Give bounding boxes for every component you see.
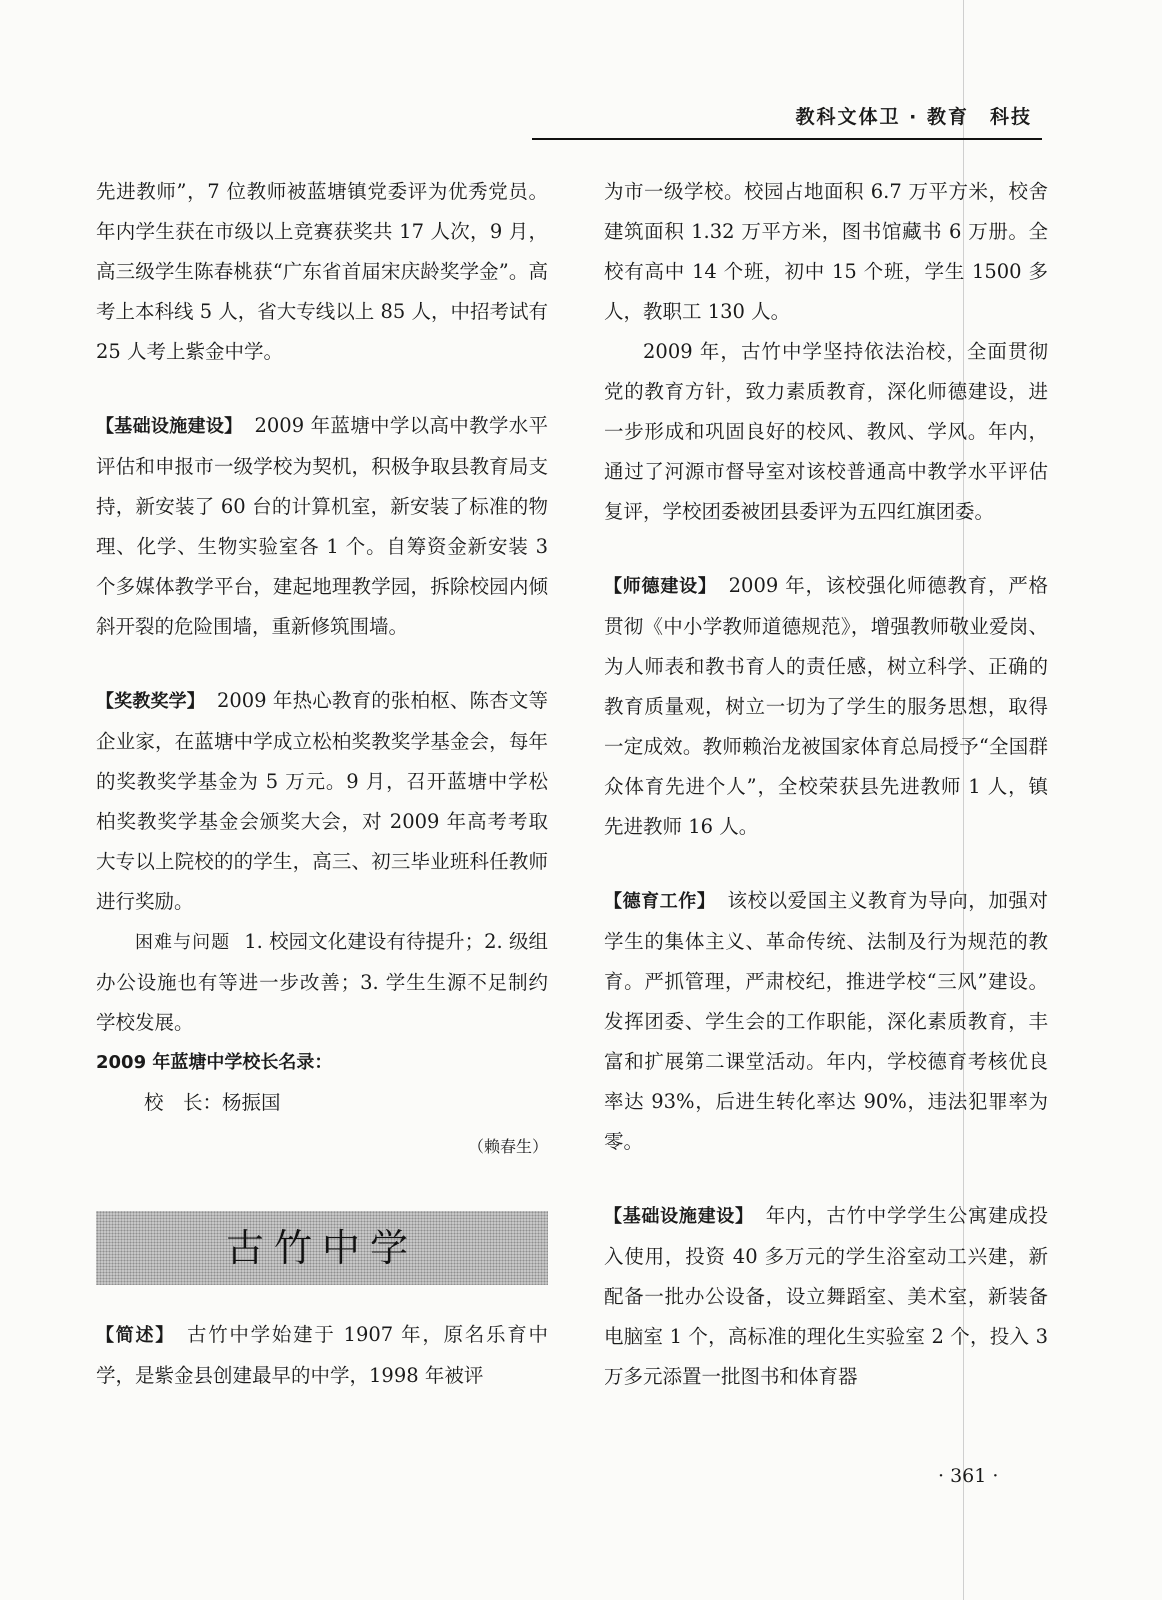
overview-tag: 【简述】 [96, 1325, 175, 1346]
roster-title: 2009 年蓝塘中学校长名录： [96, 1052, 333, 1073]
running-header [532, 96, 1042, 140]
author-credit: （赖春生） [467, 1137, 548, 1156]
banner-title: 古竹中学 [225, 1226, 418, 1270]
right-infrastructure-text: 年内，古竹中学学生公寓建成投入使用，投资 40 多万元的学生浴室动工兴建，新配备一批办公设备，设立舞蹈室、美术室，新装备电脑室 1 个，高标准的理化生实验室 2 个，投入 3 万多元添置一批图书和体育器 [604, 1204, 1048, 1388]
infrastructure-tag: 【基础设施建设】 [96, 416, 243, 437]
left-column [96, 172, 548, 1396]
infrastructure-paragraph [96, 406, 548, 647]
section-title: 教科文体卫 · 教育 科技 [795, 106, 1032, 128]
moral-text: 该校以爱国主义教育为导向，加强对学生的集体主义、革命传统、法制及行为规范的教育。严抓管理，严肃校纪，推进学校“三风”建设。发挥团委、学生会的工作职能，深化素质教育，丰富和扩展第二课堂活动。年内，学校德育考核优良率达 93%，后进生转化率达 90%，违法犯罪率为零。 [604, 889, 1048, 1153]
overview-paragraph [96, 1315, 548, 1396]
overview-text: 古竹中学始建于 1907 年，原名乐育中学，是紫金县创建最早的中学，1998 年被评 [96, 1323, 549, 1387]
problems-label: 困难与问题 [135, 932, 231, 953]
header-rule [532, 138, 1042, 140]
awards-tag: 【奖教奖学】 [96, 691, 205, 712]
overview-continued: 为市一级学校。校园占地面积 6.7 万平方米，校舍建筑面积 1.32 万平方米，图书馆藏书 6 万册。全校有高中 14 个班，初中 15 个班，学生 1500 多人，教职工 130 人。 [604, 180, 1048, 323]
intro-paragraph: 先进教师”，7 位教师被蓝塘镇党委评为优秀党员。年内学生获在市级以上竞赛获奖共 17 人次，9 月，高三级学生陈春桃获“广东省首届宋庆龄奖学金”。高考上本科线 5 人，省大专线以上 85 人，中招考试有 25 人考上紫金中学。 [96, 180, 549, 363]
awards-text: 2009 年热心教育的张柏枢、陈杏文等企业家，在蓝塘中学成立松柏奖教奖学基金会，每年的奖教奖学基金为 5 万元。9 月，召开蓝塘中学松柏奖教奖学基金会颁奖大会，对 2009 年高考考取大专以上院校的的学生，高三、初三毕业班科任教师进行奖励。 [96, 689, 548, 913]
moral-tag: 【德育工作】 [604, 891, 716, 912]
roster-line: 校 长：杨振国 [144, 1091, 281, 1114]
infrastructure-text: 2009 年蓝塘中学以高中教学水平评估和申报市一级学校为契机，积极争取县教育局支持，新安装了 60 台的计算机室，新安装了标准的物理、化学、生物实验室各 1 个。自筹资金新安装 3 个多媒体教学平台，建起地理教学园，拆除校园内倾斜开裂的危险围墙，重新修筑围墙。 [96, 414, 548, 638]
page-number: · 361 · [938, 1465, 999, 1487]
ethics-text: 2009 年，该校强化师德教育，严格贯彻《中小学教师道德规范》，增强教师敬业爱岗、为人师表和教书育人的责任感，树立科学、正确的教育质量观，树立一切为了学生的服务思想，取得一定成效。教师赖治龙被国家体育总局授予“全国群众体育先进个人”，全校荣获县先进教师 1 人，镇先进教师 16 人。 [604, 574, 1049, 838]
ethics-tag: 【师德建设】 [604, 576, 717, 597]
policy-paragraph: 2009 年，古竹中学坚持依法治校，全面贯彻党的教育方针，致力素质教育，深化师德建设，进一步形成和巩固良好的校风、教风、学风。年内，通过了河源市督导室对该校普通高中教学水平评估复评，学校团委被团县委评为五四红旗团委。 [604, 340, 1048, 523]
problems-text: 1. 校园文化建设有待提升；2. 级组办公设施也有等进一步改善；3. 学生生源不足制约学校发展。 [96, 930, 549, 1034]
moral-paragraph [604, 881, 1048, 1162]
right-column [604, 172, 1048, 1397]
right-infrastructure-paragraph [604, 1196, 1048, 1397]
problems-paragraph [96, 922, 548, 1043]
right-infrastructure-tag: 【基础设施建设】 [604, 1206, 754, 1227]
ethics-paragraph [604, 566, 1048, 847]
school-banner [96, 1211, 548, 1285]
awards-paragraph [96, 681, 548, 922]
